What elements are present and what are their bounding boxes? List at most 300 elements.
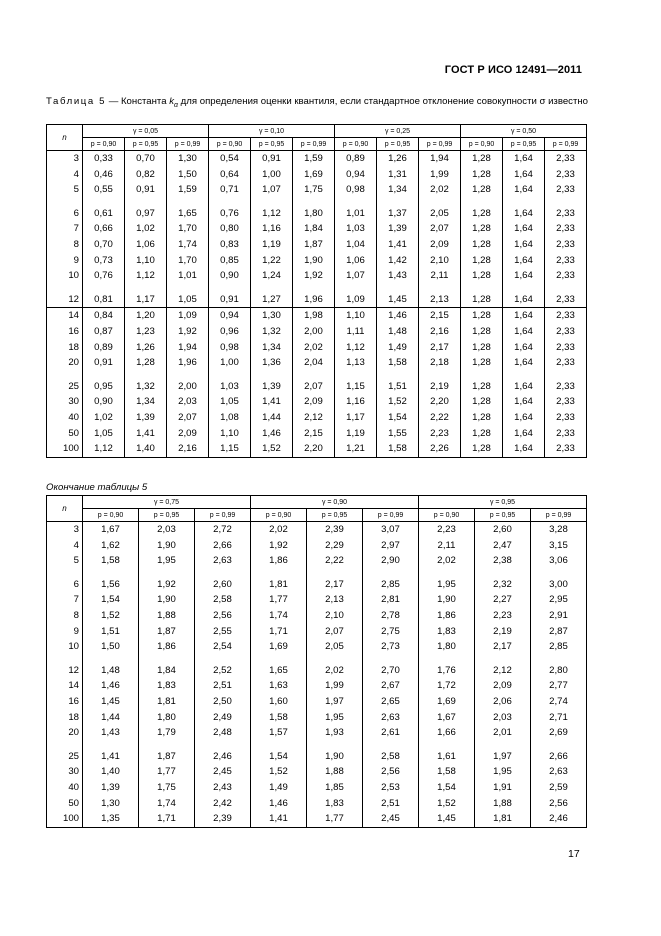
value-cell: 1,08	[209, 410, 251, 426]
value-cell: 1,94	[419, 151, 461, 167]
value-cell: 1,03	[209, 379, 251, 395]
value-cell: 1,13	[335, 355, 377, 371]
table-row	[47, 426, 587, 442]
value-cell: 2,17	[419, 340, 461, 356]
value-cell: 2,03	[139, 522, 195, 538]
value-cell: 2,33	[545, 206, 587, 222]
value-cell: 1,97	[307, 694, 363, 710]
value-cell: 1,71	[251, 624, 307, 640]
value-cell: 1,28	[461, 441, 503, 457]
table5-caption-symbol-sub: α	[174, 101, 178, 109]
spacer-row	[47, 371, 587, 379]
n-cell: 16	[47, 694, 83, 710]
value-cell: 2,46	[531, 811, 587, 827]
value-cell: 1,99	[307, 678, 363, 694]
value-cell: 2,07	[419, 221, 461, 237]
table-row	[47, 725, 587, 741]
value-cell: 2,22	[419, 410, 461, 426]
value-cell: 0,94	[209, 308, 251, 324]
value-cell: 1,30	[167, 151, 209, 167]
value-cell: 1,41	[125, 426, 167, 442]
spacer-cell	[419, 569, 475, 577]
table-row	[47, 268, 587, 284]
value-cell: 1,28	[461, 167, 503, 183]
value-cell: 1,56	[83, 577, 139, 593]
table-row	[47, 553, 587, 569]
spacer-cell	[139, 655, 195, 663]
value-cell: 1,26	[377, 151, 419, 167]
value-cell: 0,76	[83, 268, 125, 284]
value-cell: 1,45	[377, 292, 419, 308]
spacer-cell	[545, 371, 587, 379]
spacer-row	[47, 569, 587, 577]
value-cell: 1,54	[83, 592, 139, 608]
value-cell: 1,64	[503, 253, 545, 269]
value-cell: 1,16	[251, 221, 293, 237]
value-cell: 1,65	[167, 206, 209, 222]
n-cell: 12	[47, 663, 83, 679]
p-header: p = 0,95	[125, 138, 167, 151]
value-cell: 1,51	[377, 379, 419, 395]
value-cell: 2,67	[363, 678, 419, 694]
value-cell: 1,81	[251, 577, 307, 593]
value-cell: 2,33	[545, 268, 587, 284]
value-cell: 1,34	[125, 394, 167, 410]
value-cell: 3,06	[531, 553, 587, 569]
n-cell: 30	[47, 394, 83, 410]
value-cell: 1,12	[125, 268, 167, 284]
p-header: p = 0,90	[83, 509, 139, 522]
value-cell: 2,91	[531, 608, 587, 624]
value-cell: 0,70	[125, 151, 167, 167]
n-cell: 4	[47, 167, 83, 183]
p-header: p = 0,90	[419, 509, 475, 522]
value-cell: 2,32	[475, 577, 531, 593]
value-cell: 1,48	[83, 663, 139, 679]
value-cell: 2,58	[363, 749, 419, 765]
value-cell: 1,28	[461, 410, 503, 426]
value-cell: 1,28	[461, 324, 503, 340]
value-cell: 1,90	[293, 253, 335, 269]
value-cell: 1,35	[83, 811, 139, 827]
value-cell: 1,95	[475, 764, 531, 780]
value-cell: 2,39	[195, 811, 251, 827]
value-cell: 2,66	[195, 538, 251, 554]
spacer-cell	[293, 371, 335, 379]
value-cell: 2,56	[363, 764, 419, 780]
n-cell: 50	[47, 426, 83, 442]
spacer-cell	[363, 655, 419, 663]
n-cell: 3	[47, 522, 83, 538]
value-cell: 1,27	[251, 292, 293, 308]
value-cell: 0,91	[125, 182, 167, 198]
value-cell: 2,07	[307, 624, 363, 640]
table5	[46, 124, 587, 458]
value-cell: 2,90	[363, 553, 419, 569]
value-cell: 1,72	[419, 678, 475, 694]
table-row	[47, 308, 587, 324]
value-cell: 2,51	[195, 678, 251, 694]
value-cell: 0,84	[83, 308, 125, 324]
value-cell: 2,12	[293, 410, 335, 426]
spacer-cell	[545, 284, 587, 292]
n-cell: 40	[47, 780, 83, 796]
value-cell: 2,45	[363, 811, 419, 827]
n-cell: 12	[47, 292, 83, 308]
value-cell: 1,28	[461, 292, 503, 308]
value-cell: 1,67	[83, 522, 139, 538]
spacer-cell	[139, 741, 195, 749]
spacer-cell	[419, 284, 461, 292]
value-cell: 1,96	[167, 355, 209, 371]
spacer-cell	[503, 371, 545, 379]
value-cell: 1,39	[251, 379, 293, 395]
value-cell: 2,26	[419, 441, 461, 457]
value-cell: 1,48	[377, 324, 419, 340]
value-cell: 1,52	[251, 441, 293, 457]
value-cell: 1,77	[251, 592, 307, 608]
spacer-cell	[139, 569, 195, 577]
value-cell: 0,85	[209, 253, 251, 269]
value-cell: 1,20	[125, 308, 167, 324]
value-cell: 1,84	[293, 221, 335, 237]
value-cell: 0,91	[251, 151, 293, 167]
value-cell: 0,64	[209, 167, 251, 183]
standard-header: ГОСТ Р ИСО 12491—2011	[444, 64, 582, 76]
value-cell: 1,75	[139, 780, 195, 796]
value-cell: 2,10	[419, 253, 461, 269]
spacer-cell	[307, 741, 363, 749]
table5-head	[47, 125, 587, 151]
header-row-p	[47, 138, 587, 151]
table5-end-caption: Окончание таблицы 5	[46, 482, 148, 493]
table-row	[47, 624, 587, 640]
value-cell: 0,81	[83, 292, 125, 308]
table-row	[47, 206, 587, 222]
spacer-cell	[377, 371, 419, 379]
n-cell: 14	[47, 678, 83, 694]
p-header: p = 0,90	[83, 138, 125, 151]
spacer-cell	[83, 655, 139, 663]
value-cell: 1,28	[461, 379, 503, 395]
value-cell: 1,28	[461, 221, 503, 237]
value-cell: 0,89	[335, 151, 377, 167]
p-header: p = 0,99	[363, 509, 419, 522]
value-cell: 2,23	[419, 426, 461, 442]
value-cell: 0,71	[209, 182, 251, 198]
value-cell: 2,33	[545, 379, 587, 395]
value-cell: 1,88	[139, 608, 195, 624]
value-cell: 2,70	[363, 663, 419, 679]
value-cell: 1,28	[461, 151, 503, 167]
value-cell: 1,86	[251, 553, 307, 569]
spacer-cell	[503, 284, 545, 292]
value-cell: 1,54	[377, 410, 419, 426]
value-cell: 1,06	[125, 237, 167, 253]
value-cell: 1,12	[83, 441, 125, 457]
value-cell: 1,84	[139, 663, 195, 679]
value-cell: 1,74	[167, 237, 209, 253]
table-row	[47, 379, 587, 395]
table-row	[47, 522, 587, 538]
table5-end-body	[47, 522, 587, 828]
value-cell: 1,41	[251, 394, 293, 410]
p-header: p = 0,99	[531, 509, 587, 522]
value-cell: 1,52	[419, 796, 475, 812]
value-cell: 2,33	[545, 410, 587, 426]
value-cell: 0,98	[209, 340, 251, 356]
value-cell: 1,59	[167, 182, 209, 198]
value-cell: 1,28	[461, 340, 503, 356]
n-cell: 7	[47, 592, 83, 608]
spacer-cell	[47, 655, 83, 663]
spacer-cell	[47, 741, 83, 749]
value-cell: 2,56	[195, 608, 251, 624]
value-cell: 0,66	[83, 221, 125, 237]
value-cell: 1,97	[475, 749, 531, 765]
value-cell: 2,13	[419, 292, 461, 308]
value-cell: 1,15	[335, 379, 377, 395]
value-cell: 1,28	[461, 426, 503, 442]
value-cell: 1,95	[307, 710, 363, 726]
value-cell: 2,63	[531, 764, 587, 780]
value-cell: 1,28	[461, 237, 503, 253]
table-row	[47, 221, 587, 237]
value-cell: 2,61	[363, 725, 419, 741]
p-header: p = 0,99	[293, 138, 335, 151]
value-cell: 2,55	[195, 624, 251, 640]
value-cell: 1,92	[251, 538, 307, 554]
spacer-cell	[475, 741, 531, 749]
value-cell: 0,97	[125, 206, 167, 222]
table5-caption-rest: для определения оценки квантиля, если стандартное отклонение совокупности σ известно	[180, 96, 588, 107]
table5-end	[46, 495, 587, 828]
spacer-cell	[251, 569, 307, 577]
value-cell: 2,33	[545, 340, 587, 356]
value-cell: 1,52	[83, 608, 139, 624]
table-row	[47, 592, 587, 608]
value-cell: 1,62	[83, 538, 139, 554]
value-cell: 1,02	[125, 221, 167, 237]
value-cell: 1,58	[377, 441, 419, 457]
value-cell: 2,27	[475, 592, 531, 608]
value-cell: 1,74	[251, 608, 307, 624]
value-cell: 1,28	[461, 182, 503, 198]
value-cell: 2,16	[419, 324, 461, 340]
spacer-cell	[419, 371, 461, 379]
value-cell: 1,88	[307, 764, 363, 780]
value-cell: 2,65	[363, 694, 419, 710]
table-row	[47, 678, 587, 694]
value-cell: 1,02	[83, 410, 125, 426]
value-cell: 2,80	[531, 663, 587, 679]
value-cell: 1,81	[139, 694, 195, 710]
value-cell: 1,12	[251, 206, 293, 222]
spacer-cell	[363, 741, 419, 749]
value-cell: 1,77	[307, 811, 363, 827]
spacer-cell	[125, 371, 167, 379]
value-cell: 2,72	[195, 522, 251, 538]
value-cell: 2,33	[545, 441, 587, 457]
table-row	[47, 355, 587, 371]
value-cell: 1,50	[167, 167, 209, 183]
value-cell: 2,78	[363, 608, 419, 624]
value-cell: 1,31	[377, 167, 419, 183]
n-cell: 8	[47, 237, 83, 253]
table-row	[47, 694, 587, 710]
value-cell: 1,67	[419, 710, 475, 726]
gamma-header: γ = 0,10	[209, 125, 335, 138]
table5-caption-text: Константа	[120, 96, 167, 107]
spacer-cell	[377, 284, 419, 292]
spacer-cell	[335, 371, 377, 379]
n-cell: 100	[47, 811, 83, 827]
value-cell: 0,76	[209, 206, 251, 222]
value-cell: 1,83	[307, 796, 363, 812]
value-cell: 2,10	[307, 608, 363, 624]
value-cell: 2,20	[293, 441, 335, 457]
value-cell: 1,76	[419, 663, 475, 679]
table-row	[47, 764, 587, 780]
value-cell: 1,41	[83, 749, 139, 765]
p-header: p = 0,95	[251, 138, 293, 151]
spacer-cell	[209, 284, 251, 292]
value-cell: 1,80	[139, 710, 195, 726]
gamma-header: γ = 0,25	[335, 125, 461, 138]
value-cell: 0,96	[209, 324, 251, 340]
n-cell: 6	[47, 206, 83, 222]
value-cell: 1,86	[419, 608, 475, 624]
value-cell: 1,39	[125, 410, 167, 426]
header-row-gamma	[47, 496, 587, 509]
value-cell: 2,04	[293, 355, 335, 371]
value-cell: 1,46	[377, 308, 419, 324]
p-header: p = 0,90	[335, 138, 377, 151]
value-cell: 1,49	[377, 340, 419, 356]
value-cell: 1,26	[125, 340, 167, 356]
value-cell: 2,33	[545, 253, 587, 269]
value-cell: 2,59	[531, 780, 587, 796]
n-cell: 20	[47, 355, 83, 371]
table-row	[47, 410, 587, 426]
table-row	[47, 749, 587, 765]
value-cell: 1,64	[503, 426, 545, 442]
value-cell: 1,88	[475, 796, 531, 812]
value-cell: 1,57	[251, 725, 307, 741]
value-cell: 0,95	[83, 379, 125, 395]
table-row	[47, 577, 587, 593]
value-cell: 1,15	[209, 441, 251, 457]
value-cell: 1,64	[503, 308, 545, 324]
value-cell: 1,87	[139, 749, 195, 765]
value-cell: 1,99	[419, 167, 461, 183]
value-cell: 1,95	[139, 553, 195, 569]
n-cell: 9	[47, 624, 83, 640]
spacer-cell	[47, 284, 83, 292]
spacer-cell	[419, 741, 475, 749]
table-row	[47, 253, 587, 269]
value-cell: 2,19	[419, 379, 461, 395]
value-cell: 1,28	[461, 355, 503, 371]
value-cell: 2,05	[307, 639, 363, 655]
spacer-cell	[293, 198, 335, 206]
value-cell: 1,59	[293, 151, 335, 167]
spacer-cell	[307, 655, 363, 663]
value-cell: 2,33	[545, 151, 587, 167]
value-cell: 1,69	[251, 639, 307, 655]
spacer-cell	[195, 741, 251, 749]
value-cell: 2,02	[293, 340, 335, 356]
table-row	[47, 441, 587, 457]
header-row-gamma	[47, 125, 587, 138]
n-cell: 6	[47, 577, 83, 593]
value-cell: 1,52	[251, 764, 307, 780]
spacer-cell	[83, 198, 125, 206]
value-cell: 0,98	[335, 182, 377, 198]
value-cell: 1,41	[251, 811, 307, 827]
value-cell: 2,87	[531, 624, 587, 640]
value-cell: 2,33	[545, 292, 587, 308]
spacer-cell	[461, 198, 503, 206]
value-cell: 1,21	[335, 441, 377, 457]
n-cell: 20	[47, 725, 83, 741]
value-cell: 2,54	[195, 639, 251, 655]
table-row	[47, 796, 587, 812]
value-cell: 0,33	[83, 151, 125, 167]
value-cell: 1,01	[335, 206, 377, 222]
spacer-cell	[209, 198, 251, 206]
value-cell: 2,11	[419, 268, 461, 284]
value-cell: 2,06	[475, 694, 531, 710]
spacer-cell	[83, 371, 125, 379]
value-cell: 0,80	[209, 221, 251, 237]
value-cell: 1,28	[461, 253, 503, 269]
p-header: p = 0,99	[545, 138, 587, 151]
value-cell: 2,00	[293, 324, 335, 340]
value-cell: 2,74	[531, 694, 587, 710]
value-cell: 1,58	[377, 355, 419, 371]
value-cell: 1,40	[83, 764, 139, 780]
value-cell: 1,28	[461, 308, 503, 324]
value-cell: 1,54	[251, 749, 307, 765]
spacer-cell	[363, 569, 419, 577]
value-cell: 0,70	[83, 237, 125, 253]
value-cell: 1,86	[139, 639, 195, 655]
n-cell: 10	[47, 639, 83, 655]
p-header: p = 0,95	[307, 509, 363, 522]
value-cell: 2,48	[195, 725, 251, 741]
value-cell: 1,96	[293, 292, 335, 308]
gamma-header: γ = 0,90	[251, 496, 419, 509]
table-row	[47, 182, 587, 198]
page-number: 17	[568, 848, 580, 860]
value-cell: 2,50	[195, 694, 251, 710]
value-cell: 1,40	[125, 441, 167, 457]
value-cell: 1,64	[503, 206, 545, 222]
value-cell: 1,17	[125, 292, 167, 308]
value-cell: 1,64	[503, 221, 545, 237]
value-cell: 2,09	[293, 394, 335, 410]
table5-caption-symbol: k	[169, 96, 174, 107]
spacer-cell	[293, 284, 335, 292]
n-cell: 50	[47, 796, 83, 812]
value-cell: 0,91	[209, 292, 251, 308]
value-cell: 1,64	[503, 237, 545, 253]
value-cell: 2,58	[195, 592, 251, 608]
value-cell: 2,33	[545, 355, 587, 371]
value-cell: 2,53	[363, 780, 419, 796]
value-cell: 0,87	[83, 324, 125, 340]
